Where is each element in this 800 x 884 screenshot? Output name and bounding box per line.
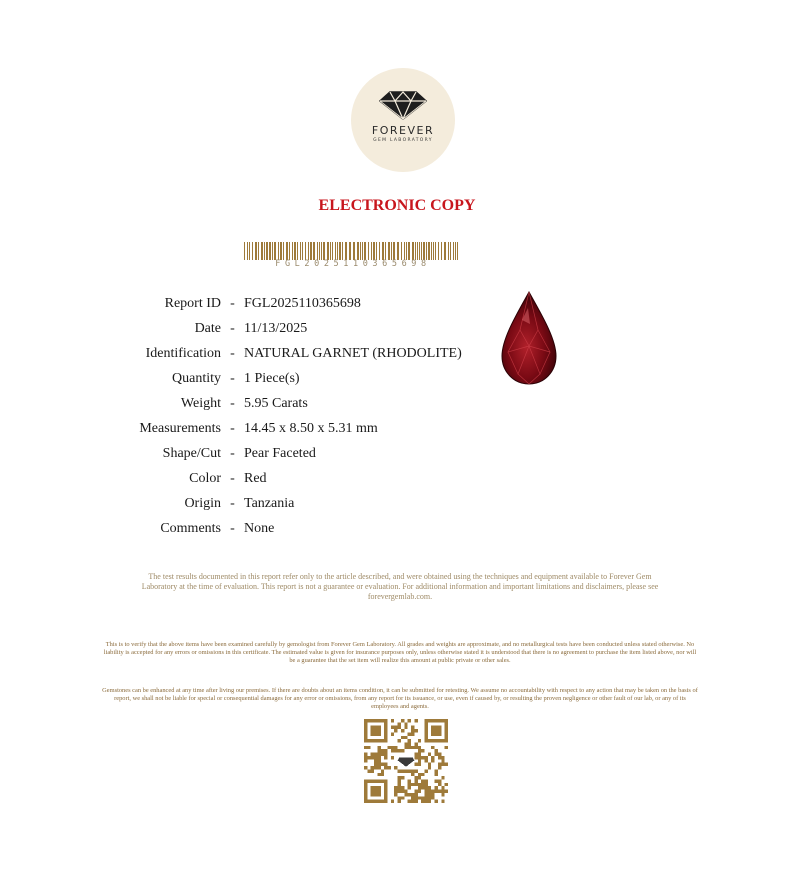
detail-label: Origin bbox=[184, 496, 221, 511]
gem-image bbox=[500, 290, 558, 386]
detail-separator: - bbox=[230, 396, 235, 411]
detail-label: Quantity bbox=[172, 371, 221, 386]
qr-code[interactable] bbox=[364, 719, 448, 803]
report-details bbox=[100, 294, 462, 544]
detail-label: Measurements bbox=[139, 421, 221, 436]
detail-value: None bbox=[244, 521, 275, 536]
detail-separator: - bbox=[230, 471, 235, 486]
detail-value: 14.45 x 8.50 x 5.31 mm bbox=[244, 421, 378, 436]
lab-logo bbox=[351, 68, 455, 172]
detail-label: Shape/Cut bbox=[162, 446, 221, 461]
detail-separator: - bbox=[230, 521, 235, 536]
detail-label: Color bbox=[189, 471, 221, 486]
detail-value: Red bbox=[244, 471, 267, 486]
fine-print-verification: This is to verify that the above items have been examined carefully by gemologist from Forever Gem Laboratory. All grades and weights are approximate, and no metallurgical tests have been conducted unless stated otherwise. No liability is accepted for any errors or omissions in this certificate. The estimated value is given for insurance purposes only, unless otherwise stated it is understood that there is no agreement to purchase the item listed above, nor will be a guarantee that the set item will realize this amount at public private or other sales. bbox=[103, 641, 697, 664]
detail-row bbox=[100, 344, 462, 369]
document-title: ELECTRONIC COPY bbox=[318, 197, 476, 214]
detail-row bbox=[100, 369, 462, 394]
detail-row bbox=[100, 319, 462, 344]
detail-label: Weight bbox=[180, 396, 221, 411]
detail-row bbox=[100, 394, 462, 419]
detail-value: 11/13/2025 bbox=[244, 321, 308, 336]
logo-name: FOREVER bbox=[371, 124, 435, 137]
detail-row bbox=[100, 519, 462, 544]
detail-separator: - bbox=[230, 421, 235, 436]
barcode bbox=[244, 242, 462, 260]
detail-value: NATURAL GARNET (RHODOLITE) bbox=[244, 346, 462, 361]
detail-row bbox=[100, 419, 462, 444]
detail-label: Date bbox=[194, 321, 221, 336]
detail-label: Identification bbox=[145, 346, 221, 361]
detail-row bbox=[100, 444, 462, 469]
detail-label: Comments bbox=[160, 521, 221, 536]
logo-subtitle: GEM LABORATORY bbox=[373, 138, 433, 143]
detail-value: Tanzania bbox=[244, 496, 295, 511]
detail-value: FGL2025110365698 bbox=[244, 296, 361, 311]
detail-row bbox=[100, 494, 462, 519]
detail-row bbox=[100, 294, 462, 319]
detail-separator: - bbox=[230, 446, 235, 461]
detail-value: 5.95 Carats bbox=[244, 396, 308, 411]
disclaimer-text: The test results documented in this report refer only to the article described, and were obtained using the techniques and equipment available to Forever Gem Laboratory at the time of evaluation. This report is not a guarantee or evaluation. For additional information and important limitations and disclaimers, please see forevergemlab.com. bbox=[141, 572, 659, 601]
detail-value: Pear Faceted bbox=[244, 446, 316, 461]
fine-print-enhancement: Gemstones can be enhanced at any time after living our premises. If there are doubts about an items condition, it can be submitted for retesting. We assume no accountability with respect to any action that may be taken on the basis of report, we shall not be liable for special or consequential damages for any error or omissions, from any report for its issuance, or use, even if caused by, or resulting the proven negligence or other fault of our lab, or any of its employees and agents. bbox=[102, 687, 698, 710]
detail-row bbox=[100, 469, 462, 494]
detail-separator: - bbox=[230, 296, 235, 311]
detail-value: 1 Piece(s) bbox=[244, 371, 300, 386]
barcode-text: FGL2025110365698 bbox=[275, 259, 431, 269]
detail-label: Report ID bbox=[164, 296, 221, 311]
diamond-icon bbox=[378, 90, 428, 120]
detail-separator: - bbox=[230, 346, 235, 361]
detail-separator: - bbox=[230, 371, 235, 386]
detail-separator: - bbox=[230, 321, 235, 336]
detail-separator: - bbox=[230, 496, 235, 511]
